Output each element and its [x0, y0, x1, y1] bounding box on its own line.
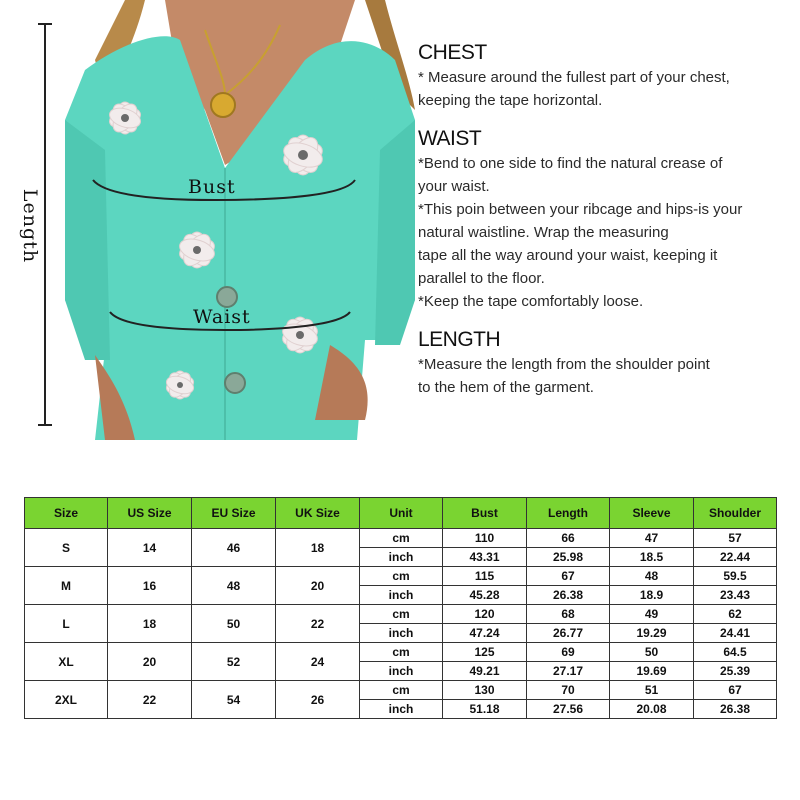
shoulder-cell: 67 — [694, 681, 777, 700]
sleeve-cell: 50 — [610, 643, 694, 662]
measuring-guide — [418, 40, 798, 399]
us-size-cell: 18 — [108, 605, 192, 643]
sleeve-cell: 19.29 — [610, 624, 694, 643]
sleeve-cell: 19.69 — [610, 662, 694, 681]
shoulder-cell: 25.39 — [694, 662, 777, 681]
shoulder-cell: 23.43 — [694, 586, 777, 605]
shoulder-cell: 57 — [694, 529, 777, 548]
eu-size-cell: 48 — [192, 567, 276, 605]
eu-size-cell: 54 — [192, 681, 276, 719]
shoulder-cell: 22.44 — [694, 548, 777, 567]
shoulder-cell: 24.41 — [694, 624, 777, 643]
bust-cell: 110 — [443, 529, 527, 548]
sleeve-cell: 20.08 — [610, 700, 694, 719]
sleeve-cell: 51 — [610, 681, 694, 700]
bust-cell: 125 — [443, 643, 527, 662]
length-cell: 67 — [527, 567, 610, 586]
product-photo — [65, 0, 415, 445]
length-cell: 27.56 — [527, 700, 610, 719]
bust-cell: 120 — [443, 605, 527, 624]
length-title: LENGTH — [418, 328, 501, 351]
bust-cell: 45.28 — [443, 586, 527, 605]
waist-line: parallel to the floor. — [418, 270, 545, 287]
chest-line: keeping the tape horizontal. — [418, 92, 603, 109]
header-cell: UK Size — [276, 498, 360, 529]
length-cell: 27.17 — [527, 662, 610, 681]
waist-label: Waist — [193, 306, 251, 328]
length-line: *Measure the length from the shoulder point — [418, 356, 710, 373]
chest-section — [418, 40, 798, 112]
sleeve-cell: 49 — [610, 605, 694, 624]
table-row — [25, 681, 777, 700]
size-cell: 2XL — [25, 681, 108, 719]
unit-cell: inch — [360, 662, 443, 681]
eu-size-cell: 46 — [192, 529, 276, 567]
header-cell: Unit — [360, 498, 443, 529]
waist-line: tape all the way around your waist, keeping it — [418, 247, 718, 264]
bust-label: Bust — [188, 176, 236, 198]
unit-cell: cm — [360, 567, 443, 586]
shoulder-cell: 64.5 — [694, 643, 777, 662]
bust-cell: 51.18 — [443, 700, 527, 719]
chest-title: CHEST — [418, 41, 487, 64]
length-cell: 70 — [527, 681, 610, 700]
unit-cell: cm — [360, 605, 443, 624]
table-row — [25, 643, 777, 662]
header-cell: EU Size — [192, 498, 276, 529]
bust-cell: 49.21 — [443, 662, 527, 681]
bust-cell: 43.31 — [443, 548, 527, 567]
size-cell: S — [25, 529, 108, 567]
uk-size-cell: 20 — [276, 567, 360, 605]
sleeve-cell: 47 — [610, 529, 694, 548]
eu-size-cell: 50 — [192, 605, 276, 643]
header-cell: Length — [527, 498, 610, 529]
us-size-cell: 16 — [108, 567, 192, 605]
size-chart-table — [24, 497, 777, 719]
unit-cell: inch — [360, 624, 443, 643]
sleeve-cell: 18.9 — [610, 586, 694, 605]
waist-line: your waist. — [418, 178, 490, 195]
header-cell: Bust — [443, 498, 527, 529]
sleeve-cell: 18.5 — [610, 548, 694, 567]
waist-title: WAIST — [418, 127, 482, 150]
header-cell: Shoulder — [694, 498, 777, 529]
table-row — [25, 529, 777, 548]
unit-cell: inch — [360, 548, 443, 567]
bust-cell: 47.24 — [443, 624, 527, 643]
unit-cell: cm — [360, 643, 443, 662]
header-cell: Sleeve — [610, 498, 694, 529]
waist-line: *Keep the tape comfortably loose. — [418, 293, 644, 310]
uk-size-cell: 18 — [276, 529, 360, 567]
size-cell: XL — [25, 643, 108, 681]
unit-cell: inch — [360, 700, 443, 719]
length-cell: 69 — [527, 643, 610, 662]
bust-cell: 115 — [443, 567, 527, 586]
shoulder-cell: 62 — [694, 605, 777, 624]
header-cell: Size — [25, 498, 108, 529]
length-line: to the hem of the garment. — [418, 379, 594, 396]
waist-line: *Bend to one side to find the natural crease of — [418, 155, 723, 172]
length-section — [418, 327, 798, 399]
unit-cell: cm — [360, 681, 443, 700]
eu-size-cell: 52 — [192, 643, 276, 681]
length-cell: 26.38 — [527, 586, 610, 605]
length-cell: 25.98 — [527, 548, 610, 567]
size-cell: M — [25, 567, 108, 605]
uk-size-cell: 26 — [276, 681, 360, 719]
unit-cell: cm — [360, 529, 443, 548]
length-label: Length — [19, 188, 42, 264]
us-size-cell: 14 — [108, 529, 192, 567]
waist-section — [418, 126, 798, 313]
sleeve-cell: 48 — [610, 567, 694, 586]
length-cell: 66 — [527, 529, 610, 548]
table-row — [25, 605, 777, 624]
uk-size-cell: 22 — [276, 605, 360, 643]
waist-line: *This poin between your ribcage and hips-is your — [418, 201, 743, 218]
us-size-cell: 22 — [108, 681, 192, 719]
us-size-cell: 20 — [108, 643, 192, 681]
table-row — [25, 567, 777, 586]
shoulder-cell: 26.38 — [694, 700, 777, 719]
unit-cell: inch — [360, 586, 443, 605]
length-cell: 68 — [527, 605, 610, 624]
waist-line: natural waistline. Wrap the measuring — [418, 224, 669, 241]
table-header-row — [25, 498, 777, 529]
header-cell: US Size — [108, 498, 192, 529]
sweater-illustration — [65, 0, 415, 445]
chest-line: * Measure around the fullest part of your chest, — [418, 69, 730, 86]
size-cell: L — [25, 605, 108, 643]
uk-size-cell: 24 — [276, 643, 360, 681]
length-cell: 26.77 — [527, 624, 610, 643]
shoulder-cell: 59.5 — [694, 567, 777, 586]
bust-cell: 130 — [443, 681, 527, 700]
